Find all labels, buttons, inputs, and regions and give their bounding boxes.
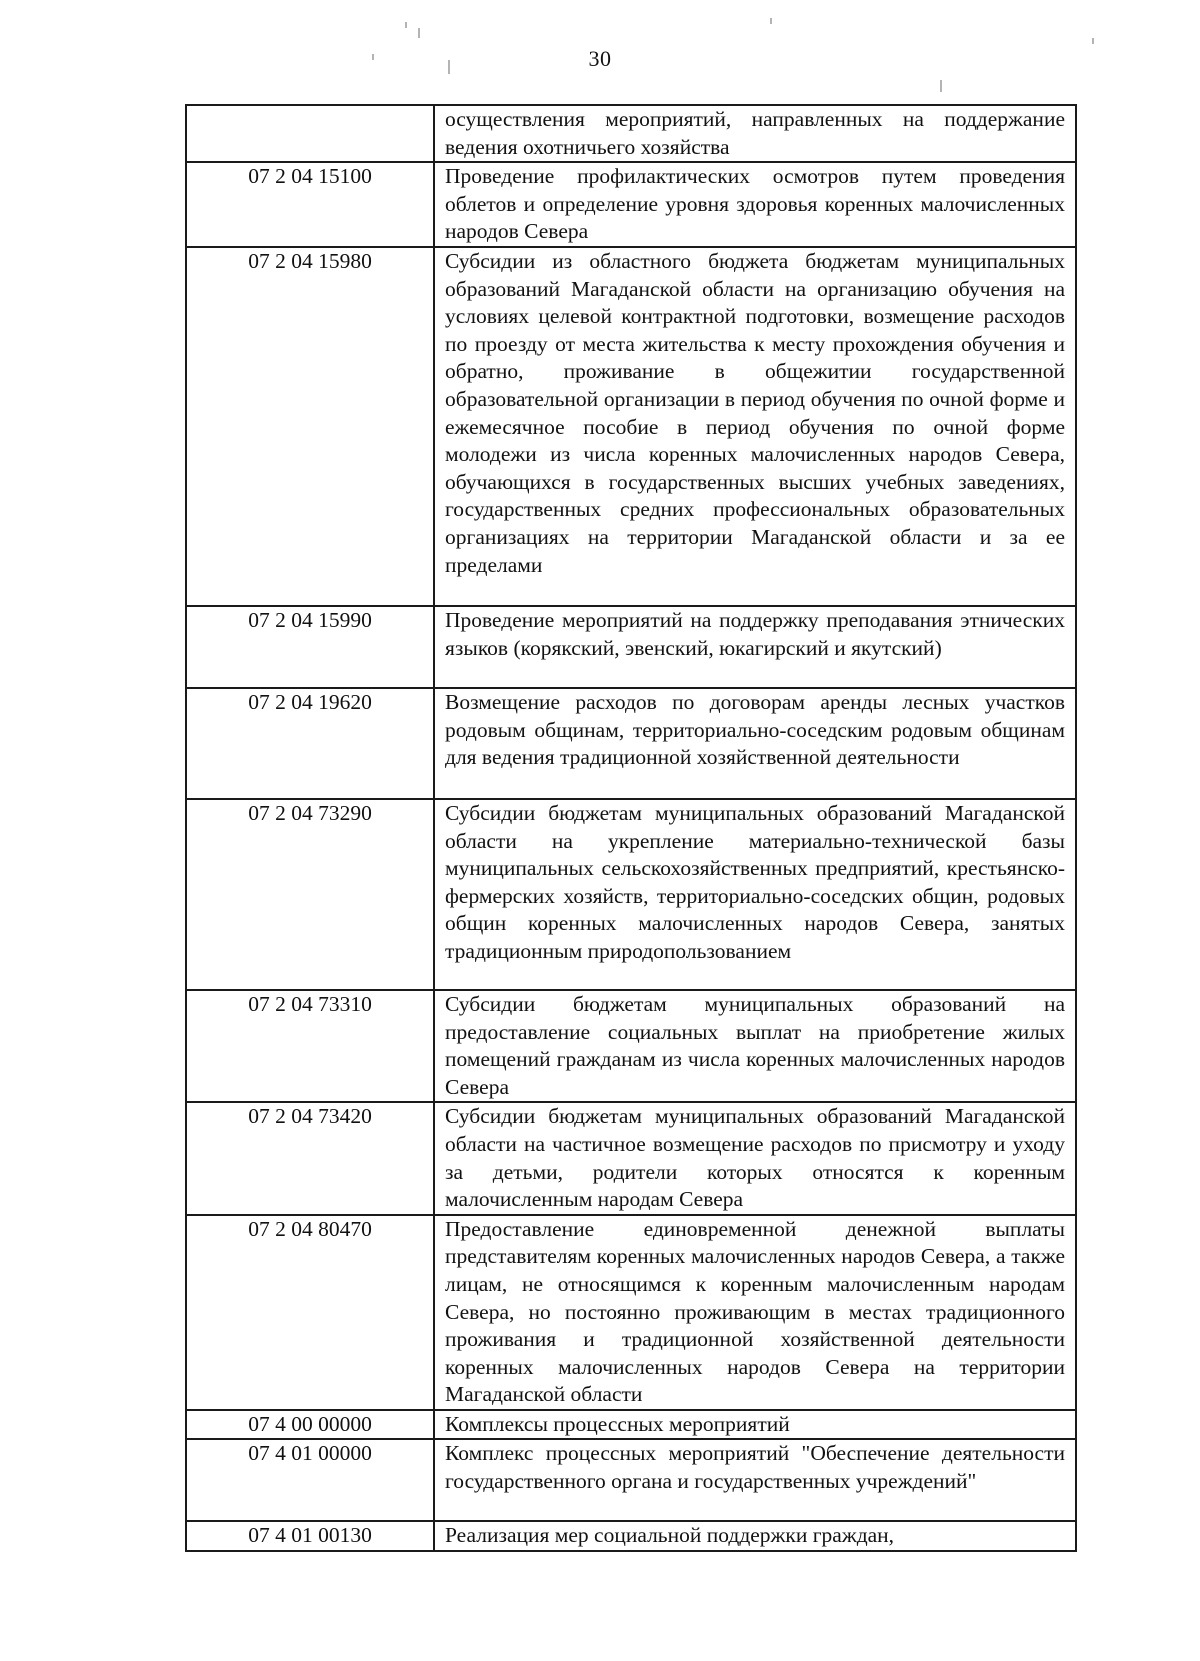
table-row bbox=[186, 1215, 1076, 1410]
code-cell: 07 4 01 00000 bbox=[186, 1439, 434, 1521]
table-row bbox=[186, 606, 1076, 688]
code-cell: 07 4 00 00000 bbox=[186, 1410, 434, 1440]
table-row bbox=[186, 1410, 1076, 1440]
page-number: 30 bbox=[588, 46, 612, 71]
table-row bbox=[186, 162, 1076, 247]
description-cell: Субсидии бюджетам муниципальных образований Магаданской области на укрепление материально-технической базы муниципальных сельскохозяйственных предприятий, крестьянско-фермерских хозяйств, территориально-соседских общин, родовых общин коренных малочисленных народов Севера, занятых традиционным природопользованием bbox=[434, 799, 1076, 990]
scan-speck bbox=[448, 60, 450, 74]
table-row bbox=[186, 799, 1076, 990]
description-cell: Возмещение расходов по договорам аренды лесных участков родовым общинам, территориально-соседским родовым общинам для ведения традиционной хозяйственной деятельности bbox=[434, 688, 1076, 799]
code-cell: 07 2 04 80470 bbox=[186, 1215, 434, 1410]
code-cell: 07 2 04 15990 bbox=[186, 606, 434, 688]
description-cell: Проведение мероприятий на поддержку преподавания этнических языков (корякский, эвенский, юкагирский и якутский) bbox=[434, 606, 1076, 688]
code-cell bbox=[186, 105, 434, 162]
scan-speck bbox=[770, 18, 772, 24]
description-cell: Реализация мер социальной поддержки граждан, bbox=[434, 1521, 1076, 1551]
description-cell: Комплексы процессных мероприятий bbox=[434, 1410, 1076, 1440]
code-cell: 07 2 04 19620 bbox=[186, 688, 434, 799]
table-row bbox=[186, 1521, 1076, 1551]
scan-speck bbox=[1092, 38, 1094, 44]
table-row bbox=[186, 1439, 1076, 1521]
budget-classification-table bbox=[185, 104, 1077, 1552]
code-cell: 07 2 04 15980 bbox=[186, 247, 434, 606]
table-row bbox=[186, 247, 1076, 606]
code-cell: 07 2 04 15100 bbox=[186, 162, 434, 247]
description-cell: Комплекс процессных мероприятий "Обеспечение деятельности государственного органа и государственных учреждений" bbox=[434, 1439, 1076, 1521]
scan-speck bbox=[405, 22, 407, 28]
description-cell: осуществления мероприятий, направленных на поддержание ведения охотничьего хозяйства bbox=[434, 105, 1076, 162]
description-cell: Проведение профилактических осмотров путем проведения облетов и определение уровня здоровья коренных малочисленных народов Севера bbox=[434, 162, 1076, 247]
description-cell: Предоставление единовременной денежной выплаты представителям коренных малочисленных народов Севера, а также лицам, не относящимся к коренным малочисленным народам Севера, но постоянно проживающим в местах традиционного проживания и традиционной хозяйственной деятельности коренных малочисленных народов Севера на территории Магаданской области bbox=[434, 1215, 1076, 1410]
code-cell: 07 2 04 73310 bbox=[186, 990, 434, 1102]
code-cell: 07 2 04 73420 bbox=[186, 1102, 434, 1214]
table-row bbox=[186, 1102, 1076, 1214]
scan-speck bbox=[940, 80, 942, 92]
description-cell: Субсидии из областного бюджета бюджетам муниципальных образований Магаданской области на организацию обучения на условиях целевой контрактной подготовки, возмещение расходов по проезду от места жительства к месту прохождения обучения и обратно, проживание в общежитии государственной образовательной организации в период обучения по очной форме и ежемесячное пособие в период обучения по очной форме молодежи из числа коренных малочисленных народов Севера, обучающихся в государственных высших учебных заведениях, государственных средних профессиональных образовательных организациях на территории Магаданской области и за ее пределами bbox=[434, 247, 1076, 606]
code-cell: 07 2 04 73290 bbox=[186, 799, 434, 990]
description-cell: Субсидии бюджетам муниципальных образований на предоставление социальных выплат на приобретение жилых помещений гражданам из числа коренных малочисленных народов Севера bbox=[434, 990, 1076, 1102]
scan-speck bbox=[372, 54, 374, 60]
code-cell: 07 4 01 00130 bbox=[186, 1521, 434, 1551]
scan-speck bbox=[418, 28, 420, 38]
table-row bbox=[186, 105, 1076, 162]
description-cell: Субсидии бюджетам муниципальных образований Магаданской области на частичное возмещение расходов по присмотру и уходу за детьми, родители которых относятся к коренным малочисленным народам Севера bbox=[434, 1102, 1076, 1214]
table-row bbox=[186, 990, 1076, 1102]
table-row bbox=[186, 688, 1076, 799]
